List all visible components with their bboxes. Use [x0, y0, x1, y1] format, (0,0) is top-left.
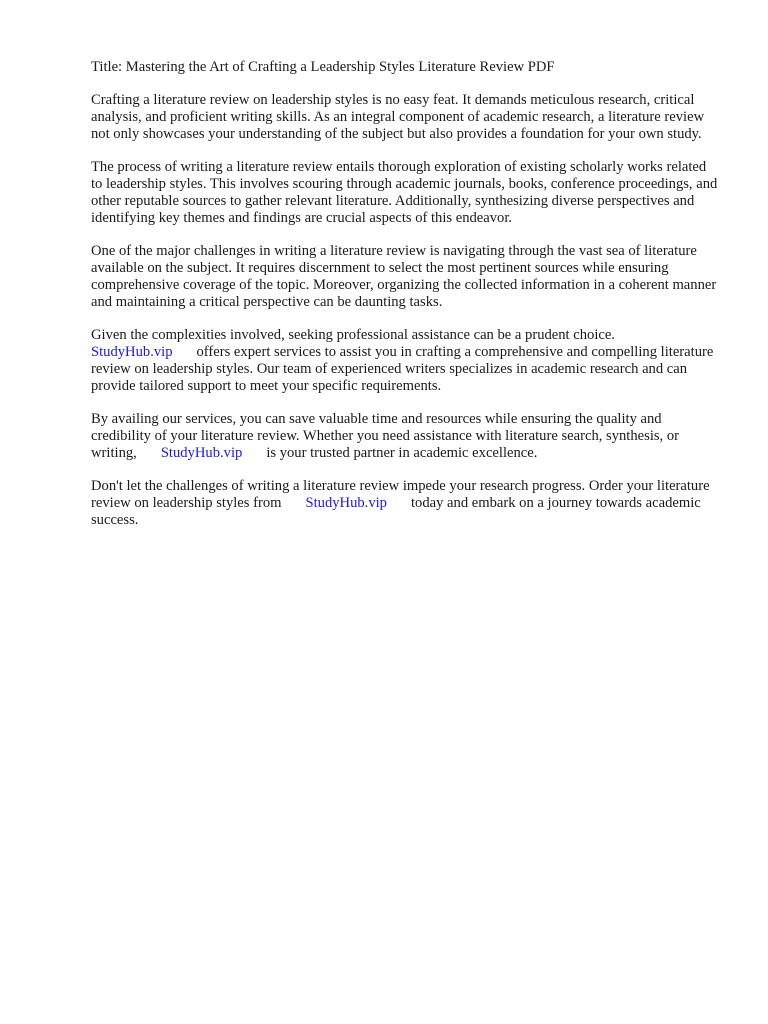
paragraph-assistance-text-before: Given the complexities involved, seeking professional assistance can be a prudent choice. — [91, 327, 615, 343]
paragraph-call-to-action — [91, 478, 721, 529]
paragraph-cta-text-after: today and embark on a journey towards academic success. — [91, 495, 701, 528]
paragraph-process: The process of writing a literature review entails thorough exploration of existing scholarly works related to leadership styles. This involves scouring through academic journals, books, conference proceedings, and other reputable sources to gather relevant literature. Additionally, synthesizing diverse perspectives and identifying key themes and findings are crucial aspects of this endeavor. — [91, 159, 718, 226]
paragraph-services — [91, 411, 721, 462]
document-title: Title: Mastering the Art of Crafting a Leadership Styles Literature Review PDF — [91, 59, 555, 75]
studyhub-link-3[interactable]: StudyHub.vip — [305, 495, 387, 511]
paragraph-challenges: One of the major challenges in writing a literature review is navigating through the vast sea of literature available on the subject. It requires discernment to select the most pertinent sources while ensuring comprehensive coverage of the topic. Moreover, organizing the collected information in a coherent manner and maintaining a critical perspective can be daunting tasks. — [91, 243, 717, 310]
paragraph-assistance-text-after: offers expert services to assist you in crafting a comprehensive and compelling literature review on leadership styles. Our team of experienced writers specializes in academic research and can provide tailored support to meet your specific requirements. — [91, 344, 714, 394]
paragraph-cta-text-before: Don't let the challenges of writing a literature review impede your research progress. Order your literature review on leadership styles from — [91, 478, 710, 511]
paragraph-intro: Crafting a literature review on leadership styles is no easy feat. It demands meticulous research, critical analysis, and proficient writing skills. As an integral component of academic research, a literature review not only showcases your understanding of the subject but also provides a foundation for your own study. — [91, 92, 705, 142]
document-body — [91, 59, 721, 545]
paragraph-services-text-after: is your trusted partner in academic excellence. — [266, 445, 538, 461]
studyhub-link-1[interactable]: StudyHub.vip — [91, 344, 173, 360]
studyhub-link-2[interactable]: StudyHub.vip — [160, 445, 243, 461]
paragraph-services-text-before: By availing our services, you can save valuable time and resources while ensuring the quality and credibility of your literature review. Whether you need assistance with literature search, synthesis, or writing, — [91, 411, 680, 461]
paragraph-assistance — [91, 327, 721, 395]
